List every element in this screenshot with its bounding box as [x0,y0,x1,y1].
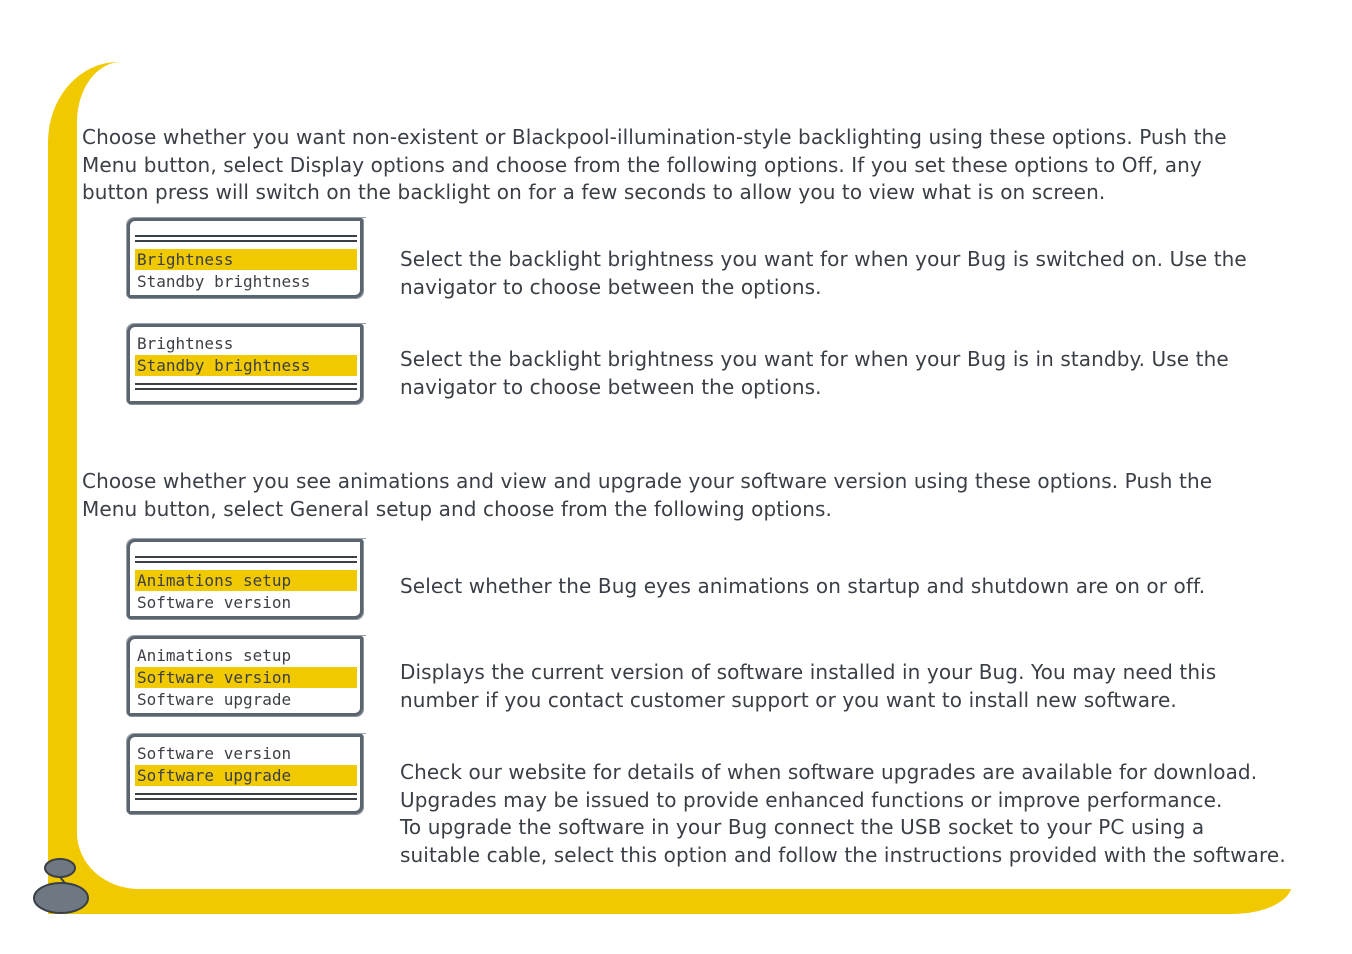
desc-line: Select whether the Bug eyes animations on startup and shutdown are on or off. [400,574,1206,598]
lcd-line: Software version [137,593,292,612]
lcd-line: Animations setup [137,646,292,665]
desc-line: number if you contact customer support or you want to install new software. [400,687,1177,712]
software-upgrade-description [400,759,1286,869]
lcd-screen-brightness [127,218,363,298]
display-options-intro: Choose whether you want non-existent or Blackpool-illumination-style backlighting using these options. Push the Menu button, select Display options and choose from the following options. If you set these options to Off, any button press will switch on the backlight on for a few seconds to allow you to view what is on screen. [82,125,1227,204]
brightness-description [400,246,1247,301]
lcd-line: Software version [137,744,292,763]
lcd-empty-line [135,235,357,242]
desc-line: Select the backlight brightness you want for when your Bug is in standby. Use the [400,347,1229,371]
desc-line: Displays the current version of software installed in your Bug. You may need this [400,660,1217,684]
lcd-line-selected: Software upgrade [135,765,357,786]
desc-line: Check our website for details of when software upgrades are available for download. [400,760,1258,784]
lcd-line: Software upgrade [137,690,292,709]
desc-line: navigator to choose between the options. [400,374,822,399]
desc-line: Upgrades may be issued to provide enhanced functions or improve performance. [400,787,1223,812]
desc-line: Select the backlight brightness you want for when your Bug is switched on. Use the [400,247,1247,271]
lcd-line-selected: Software version [135,667,357,688]
lcd-line-selected: Animations setup [135,570,357,591]
animations-setup-description [400,573,1205,601]
lcd-line: Brightness [137,334,234,353]
lcd-empty-line [135,556,357,563]
lcd-screen-standby-brightness [127,324,363,404]
desc-line: suitable cable, select this option and follow the instructions provided with the software. [400,842,1286,867]
lcd-line-selected: Brightness [135,249,357,270]
lcd-line-selected: Standby brightness [135,355,357,376]
lcd-screen-animations-setup [127,539,363,619]
standby-brightness-description [400,346,1229,401]
desc-line: navigator to choose between the options. [400,274,822,299]
lcd-screen-software-upgrade [127,734,363,814]
bug-mascot-icon [32,856,92,916]
lcd-empty-line [135,793,357,800]
general-setup-intro: Choose whether you see animations and view and upgrade your software version using these options. Push the Menu button, select General setup and choose from the following options. [82,469,1213,521]
desc-line: To upgrade the software in your Bug connect the USB socket to your PC using a [400,815,1205,839]
lcd-line: Standby brightness [137,272,311,291]
software-version-description [400,659,1216,714]
lcd-empty-line [135,383,357,390]
lcd-screen-software-version [127,636,363,716]
